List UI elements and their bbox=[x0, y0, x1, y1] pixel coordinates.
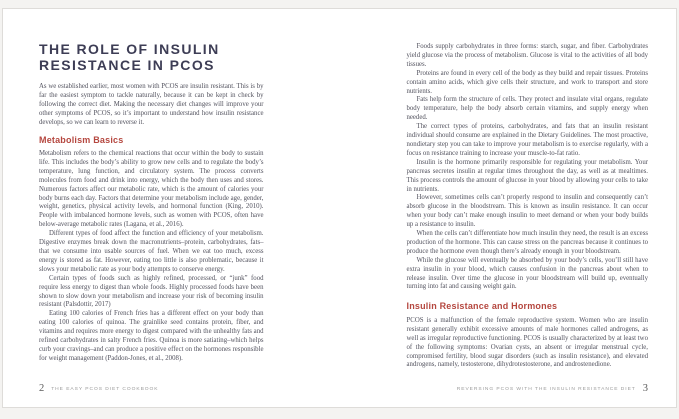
body-paragraph: Foods supply carbohydrates in three forms: starch, sugar, and fiber. Carbohydrates yield glucose via the process of metabolism. Glucose is vital to the activities of all body tissues. bbox=[406, 43, 648, 68]
body-paragraph: PCOS is a malfunction of the female reproductive system. Women who are insulin resistant generally exhibit excessive amounts of male hormones called androgens, as well as irregular reproductive functioning. PCOS is usually characterized by at least two of the following symptoms: Ovarian cysts, an absent or irregular menstrual cycle, compromised fertility, blood sugar disorders (such as insulin resistance), and elevated androgens, namely, testosterone, dihydrotestosterone, and androstenedione. bbox=[406, 316, 648, 369]
page-number: 2 bbox=[39, 383, 45, 394]
body-paragraph: Proteins are found in every cell of the body as they build and repair tissues. Proteins contain amino acids, which give cells their structure, and work to transport and store nutrients. bbox=[406, 69, 648, 95]
chapter-title-line1: THE ROLE OF INSULIN bbox=[39, 41, 220, 57]
book-spread bbox=[2, 8, 677, 408]
chapter-title bbox=[39, 42, 264, 73]
chapter-title-line2: RESISTANCE IN PCOS bbox=[39, 56, 215, 73]
body-paragraph: Eating 100 calories of French fries has a different effect on your body than eating 100 calories of quinoa. The grainlike seed contains protein, fiber, and vitamins and requires more energy to digest compared with the unhealthy fats and refined carbohydrates in salty French fries. Quinoa is more satiating–which helps curb your cravings–and can produce a positive effect on the hormones responsible for weight management (Paddon-Jones, et al., 2008). bbox=[39, 310, 264, 362]
body-paragraph: Metabolism refers to the chemical reactions that occur within the body to sustain life. This includes the body’s ability to grow new cells and to regulate the body’s temperature, lung function, and circulatory system. The process converts molecules from food and drink into energy, which the body then uses and stores. Numerous factors affect our metabolic rate, which is the amount of calories your body burns each day. Factors that determine your metabolism include age, gender, weight, genetics, physical activity levels, and hormonal function (King, 2010). People with imbalanced hormone levels, such as women with PCOS, often have below-average metabolic rates (Lagana, et al., 2016). bbox=[39, 150, 264, 229]
body-paragraph: Different types of food affect the function and efficiency of your metabolism. Digestive enzymes break down the macronutrients–protein, carbohydrates, fats–that we consume into usable sources of fuel. When we eat too much, excess energy is stored as fat. However, eating too little is also problematic, because it slows your metabolic rate as your body attempts to conserve energy. bbox=[39, 230, 264, 273]
left-page-footer bbox=[39, 378, 340, 396]
intro-paragraph: As we established earlier, most women with PCOS are insulin resistant. This is by far the easiest symptom to tackle naturally, because it can be kept in check by following the correct diet. Making the necessary diet changes will improve your other symptoms of PCOS, so it’s important to understand how insulin resistance develops, so we can learn to reverse it. bbox=[39, 83, 264, 126]
body-paragraph: Fats help form the structure of cells. They protect and insulate vital organs, regulate body temperature, help the body absorb certain vitamins, and supply energy when needed. bbox=[406, 96, 648, 122]
body-paragraph: While the glucose will eventually be absorbed by your body’s cells, you’ll still have extra insulin in your blood, which causes confusion in the pancreas about when to release insulin. Over time the glucose in your bloodstream will build up, eventually turning into fat and causing weight gain. bbox=[406, 256, 648, 291]
right-page-footer bbox=[340, 378, 649, 396]
body-paragraph: Insulin is the hormone primarily responsible for regulating your metabolism. Your pancreas secretes insulin at regular times throughout the day, as well as at mealtimes. This process controls the amount of glucose in your blood by allowing your cells to take in nutrients. bbox=[406, 158, 648, 193]
running-title: REVERSING PCOS WITH THE INSULIN RESISTANCE DIET bbox=[456, 386, 636, 392]
page-number: 3 bbox=[642, 383, 648, 394]
running-title: THE EASY PCOS DIET COOKBOOK bbox=[51, 386, 159, 392]
body-paragraph: However, sometimes cells can’t properly respond to insulin and consequently can’t absorb glucose in the bloodstream. This is known as insulin resistance. It can occur when your body can’t make enough insulin to meet demand or when your body builds up a resistance to insulin. bbox=[406, 194, 648, 229]
section-heading-insulin-resistance-hormones: Insulin Resistance and Hormones bbox=[406, 301, 558, 312]
page-left bbox=[3, 9, 340, 407]
section-heading-metabolism-basics: Metabolism Basics bbox=[39, 134, 124, 145]
body-paragraph: When the cells can’t differentiate how much insulin they need, the result is an excess production of the hormone. This can cause stress on the pancreas because it continues to produce the hormone even though there’s already enough in your bloodstream. bbox=[406, 230, 648, 255]
body-paragraph: Certain types of foods such as highly refined, processed, or “junk” food require less energy to digest than whole foods. Highly processed foods have been shown to slow down your metabolism and increase your risk of becoming insulin resistant (Palsdottir, 2017) bbox=[39, 274, 264, 309]
page-right bbox=[340, 9, 677, 407]
body-paragraph: The correct types of proteins, carbohydrates, and fats that an insulin resistant individual should consume are explained in the Dietary Guidelines. The most proactive, nondietary step you can take to improve your metabolism is to exercise regularly, with a focus on resistance training to increase your muscle-to-fat ratio. bbox=[406, 123, 648, 157]
